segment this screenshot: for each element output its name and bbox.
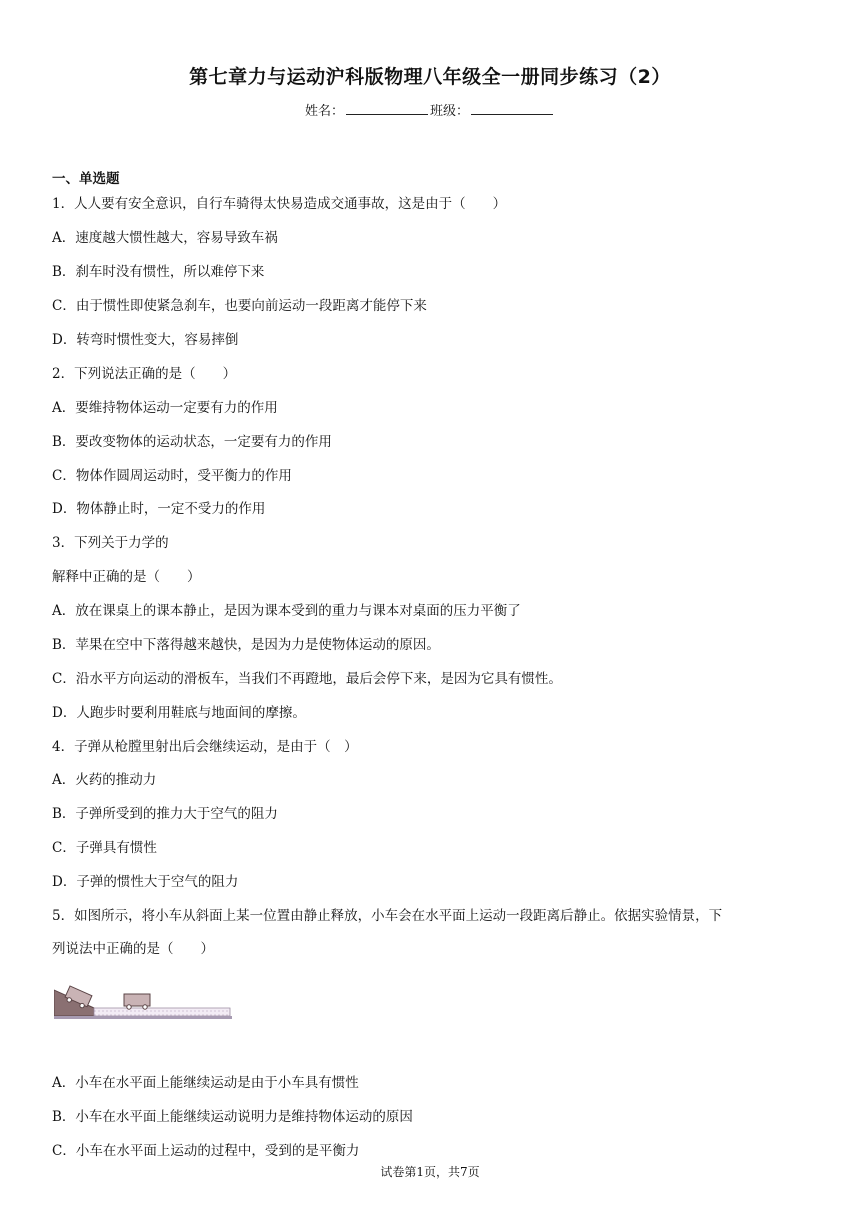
section-heading: 一、单选题: [52, 171, 120, 187]
option-3d: D．人跑步时要利用鞋底与地面间的摩擦。: [52, 705, 306, 721]
question-2: 2．下列说法正确的是（ ）: [52, 366, 237, 382]
option-1c: C．由于惯性即使紧急刹车，也要向前运动一段距离才能停下来: [52, 298, 427, 314]
incline-cart-figure: [54, 978, 234, 1022]
question-3-cont: 解释中正确的是（ ）: [52, 569, 201, 585]
question-4: 4．子弹从枪膛里射出后会继续运动，是由于（ ）: [52, 739, 358, 755]
question-1: 1．人人要有安全意识，自行车骑得太快易造成交通事故，这是由于（ ）: [52, 196, 507, 212]
option-3b: B．苹果在空中下落得越来越快，是因为力是使物体运动的原因。: [52, 637, 440, 653]
option-4b: B．子弹所受到的推力大于空气的阻力: [52, 806, 278, 822]
option-4c: C．子弹具有惯性: [52, 840, 157, 856]
option-2c: C．物体作圆周运动时，受平衡力的作用: [52, 468, 292, 484]
option-2b: B．要改变物体的运动状态，一定要有力的作用: [52, 434, 332, 450]
option-1d: D．转弯时惯性变大，容易摔倒: [52, 332, 239, 348]
cart-on-surface: [124, 994, 150, 1009]
name-label: 姓名：: [304, 104, 344, 119]
question-5-cont: 列说法中正确的是（ ）: [52, 941, 214, 957]
name-blank[interactable]: [346, 102, 428, 115]
class-blank[interactable]: [471, 102, 553, 115]
question-3: 3．下列关于力学的: [52, 535, 169, 551]
option-1b: B．刹车时没有惯性，所以难停下来: [52, 264, 265, 280]
page-title: 第七章力与运动沪科版物理八年级全一册同步练习（2）: [189, 66, 671, 88]
class-label: 班级：: [430, 104, 470, 119]
option-3a: A．放在课桌上的课本静止，是因为课本受到的重力与课本对桌面的压力平衡了: [52, 603, 521, 619]
student-info: [0, 100, 860, 119]
option-4a: A．火药的推动力: [52, 772, 157, 788]
option-1a: A．速度越大惯性越大，容易导致车祸: [52, 230, 278, 246]
horizontal-surface: [94, 1008, 230, 1016]
option-2a: A．要维持物体运动一定要有力的作用: [52, 400, 278, 416]
option-3c: C．沿水平方向运动的滑板车，当我们不再蹬地，最后会停下来，是因为它具有惯性。: [52, 671, 562, 687]
option-5c: C．小车在水平面上运动的过程中，受到的是平衡力: [52, 1143, 360, 1159]
question-5: 5．如图所示，将小车从斜面上某一位置由静止释放，小车会在水平面上运动一段距离后静止。依据实验情景，下: [52, 908, 723, 924]
option-5a: A．小车在水平面上能继续运动是由于小车具有惯性: [52, 1075, 359, 1091]
option-4d: D．子弹的惯性大于空气的阻力: [52, 874, 239, 890]
surface-base: [54, 1016, 232, 1019]
option-5b: B．小车在水平面上能继续运动说明力是维持物体运动的原因: [52, 1109, 413, 1125]
option-2d: D．物体静止时，一定不受力的作用: [52, 501, 266, 517]
page-footer: 试卷第1页，共7页: [380, 1165, 480, 1179]
